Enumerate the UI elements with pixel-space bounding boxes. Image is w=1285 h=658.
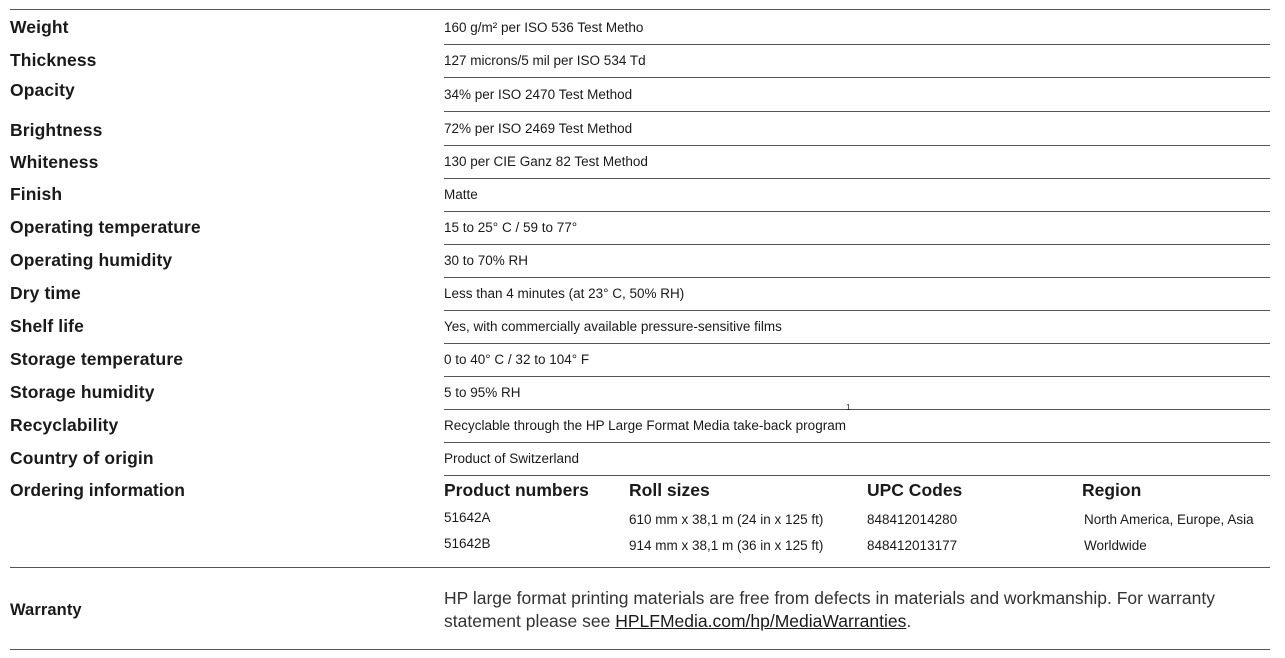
spec-label: Country of origin [10,448,154,468]
product-number: 51642A [444,510,491,525]
spec-row-thickness [10,44,1270,77]
region: North America, Europe, Asia [1084,512,1254,527]
warranty-label: Warranty [10,600,82,619]
ordering-header-upc-codes: UPC Codes [867,480,963,500]
spec-row-operating-humidity [10,244,1270,277]
spec-value: 130 per CIE Ganz 82 Test Method [444,154,648,169]
spec-value: 127 microns/5 mil per ISO 534 Td [444,53,646,68]
spec-row-brightness [10,111,1270,145]
spec-label: Storage temperature [10,349,184,369]
spec-row-recyclability [10,403,1270,442]
spec-value: 15 to 25° C / 59 to 77° [444,220,578,235]
spec-value: 5 to 95% RH [444,385,521,400]
spec-row-opacity [10,77,1270,111]
spec-value-text: Recyclable through the HP Large Format Media take-back program [444,418,846,433]
ordering-label: Ordering information [10,480,185,500]
spec-value: 160 g/m² per ISO 536 Test Metho [444,19,644,35]
spec-row-whiteness [10,145,1270,178]
spec-value: 0 to 40° C / 32 to 104° F [444,352,590,367]
spec-value: Matte [444,187,478,202]
footnote-marker: 1 [845,403,851,412]
spec-label: Weight [10,16,69,37]
spec-value: Product of Switzerland [444,451,580,466]
spec-row-operating-temperature [10,211,1270,244]
region: Worldwide [1084,538,1147,553]
spec-label: Storage humidity [10,382,155,402]
spec-value [444,403,851,442]
spec-row-storage-humidity [10,376,1270,409]
spec-value: Yes, with commercially available pressure-sensitive films [444,319,782,334]
ordering-header-roll-sizes: Roll sizes [629,480,710,500]
upc-code: 848412013177 [867,538,958,553]
spec-label: Dry time [10,283,81,303]
spec-label: Operating humidity [10,250,173,270]
spec-value: 72% per ISO 2469 Test Method [444,120,633,136]
ordering-header-region: Region [1082,480,1142,500]
roll-size: 610 mm x 38,1 m (24 in x 125 ft) [629,512,824,527]
spec-value: 30 to 70% RH [444,253,529,268]
spec-value: Less than 4 minutes (at 23° C, 50% RH) [444,286,685,301]
product-number: 51642B [444,536,491,551]
divider [10,567,1270,568]
warranty-text [444,587,1244,633]
spec-row-country-of-origin [10,442,1270,475]
warranty-body: HP large format printing materials are free from defects in materials and workmanship. For warranty statement please see [444,588,1215,631]
spec-sheet [10,0,1270,658]
spec-label: Operating temperature [10,217,201,237]
spec-label: Whiteness [10,152,99,172]
ordering-header-product-numbers: Product numbers [444,480,589,500]
spec-label: Finish [10,184,63,204]
spec-row-weight [10,10,1270,44]
spec-row-dry-time [10,277,1270,310]
divider [10,649,1270,650]
warranty-link[interactable]: HPLFMedia.com/hp/MediaWarranties [615,611,907,631]
roll-size: 914 mm x 38,1 m (36 in x 125 ft) [629,538,824,553]
spec-label: Opacity [10,79,75,100]
spec-label: Recyclability [10,415,119,435]
spec-value: 34% per ISO 2470 Test Method [444,86,633,102]
ordering-section [10,476,1270,567]
spec-row-shelf-life [10,310,1270,343]
upc-code: 848412014280 [867,512,958,527]
spec-label: Shelf life [10,316,84,336]
spec-row-finish [10,178,1270,211]
spec-label: Thickness [10,50,97,70]
warranty-period: . [906,611,912,631]
spec-row-storage-temperature [10,343,1270,376]
spec-label: Brightness [10,119,103,140]
